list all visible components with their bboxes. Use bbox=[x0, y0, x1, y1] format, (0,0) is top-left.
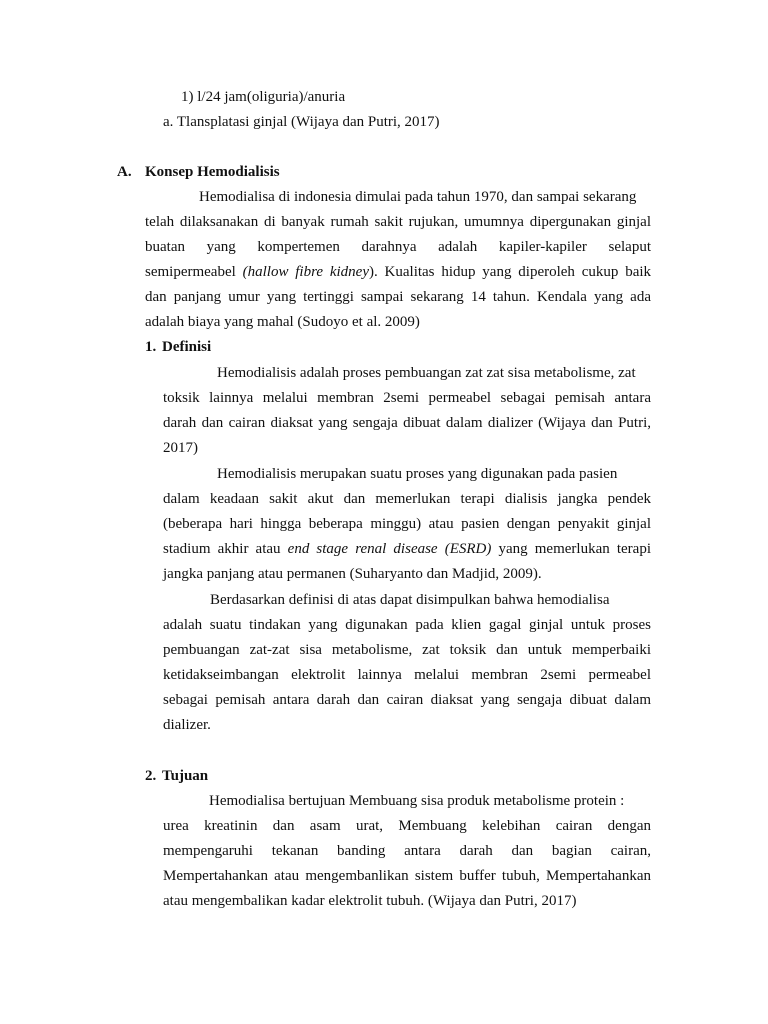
paragraph-line: stadium akhir atau end stage renal disease (ESRD) yang memerlukan terapi bbox=[163, 541, 651, 557]
subsection-title-definisi: Definisi bbox=[162, 339, 212, 355]
paragraph-line: mempengaruhi tekanan banding antara darah dan bagian cairan, bbox=[163, 843, 651, 859]
paragraph-line: Mempertahankan atau mengembanlikan sistem buffer tubuh, Mempertahankan bbox=[163, 868, 651, 884]
paragraph-line: darah dan cairan diaksat yang sengaja dibuat dalam dializer (Wijaya dan Putri, bbox=[163, 415, 651, 431]
paragraph-line: dalam keadaan sakit akut dan memerlukan terapi dialisis jangka pendek bbox=[163, 491, 651, 507]
list-item-transplantasi: a. Tlansplatasi ginjal (Wijaya dan Putri, 2017) bbox=[163, 114, 440, 130]
list-item-oliguria: 1) l/24 jam(oliguria)/anuria bbox=[181, 89, 346, 105]
paragraph-line: dializer. bbox=[163, 717, 211, 733]
paragraph-line: dan panjang umur yang tertinggi sampai sekarang 14 tahun. Kendala yang ada bbox=[145, 289, 651, 305]
paragraph-line: urea kreatinin dan asam urat, Membuang kelebihan cairan dengan bbox=[163, 818, 651, 834]
italic-term: end stage renal disease (ESRD) bbox=[287, 541, 492, 557]
subsection-marker: 2. bbox=[145, 768, 157, 784]
paragraph-line: pembuangan zat-zat sisa metabolisme, zat toksik dan untuk memperbaiki bbox=[163, 642, 651, 658]
paragraph-line: buatan yang kompertemen darahnya adalah kapiler-kapiler selaput bbox=[145, 239, 651, 255]
paragraph-line: 2017) bbox=[163, 440, 198, 456]
paragraph-line: Hemodialisis merupakan suatu proses yang digunakan pada pasien bbox=[217, 466, 618, 482]
paragraph-line: adalah biaya yang mahal (Sudoyo et al. 2009) bbox=[145, 314, 420, 330]
paragraph-line: ketidakseimbangan elektrolit lainnya melalui membran 2semi permeabel bbox=[163, 667, 651, 683]
paragraph-line: adalah suatu tindakan yang digunakan pada klien gagal ginjal untuk proses bbox=[163, 617, 651, 633]
italic-term: (hallow fibre kidney bbox=[242, 264, 369, 280]
paragraph-line: sebagai pemisah antara darah dan cairan diaksat yang sengaja dibuat dalam bbox=[163, 692, 651, 708]
paragraph-line: Hemodialisa bertujuan Membuang sisa produk metabolisme protein : bbox=[209, 793, 625, 809]
paragraph-line: telah dilaksanakan di banyak rumah sakit rujukan, umumnya dipergunakan ginjal bbox=[145, 214, 651, 230]
section-a-marker: A. bbox=[117, 164, 132, 180]
subsection-marker: 1. bbox=[145, 339, 157, 355]
paragraph-line: toksik lainnya melalui membran 2semi permeabel sebagai pemisah antara bbox=[163, 390, 651, 406]
subsection-title-tujuan: Tujuan bbox=[162, 768, 209, 784]
paragraph-line: atau mengembalikan kadar elektrolit tubuh. (Wijaya dan Putri, 2017) bbox=[163, 893, 577, 909]
section-a-title: Konsep Hemodialisis bbox=[145, 164, 280, 180]
paragraph-line: Berdasarkan definisi di atas dapat disimpulkan bahwa hemodialisa bbox=[210, 592, 610, 608]
paragraph-line: (beberapa hari hingga beberapa minggu) atau pasien dengan penyakit ginjal bbox=[163, 516, 651, 532]
paragraph-line: Hemodialisa di indonesia dimulai pada tahun 1970, dan sampai sekarang bbox=[199, 189, 637, 205]
paragraph-line: semipermeabel (hallow fibre kidney). Kualitas hidup yang diperoleh cukup baik bbox=[145, 264, 652, 280]
paragraph-line: jangka panjang atau permanen (Suharyanto dan Madjid, 2009). bbox=[163, 566, 542, 582]
paragraph-line: Hemodialisis adalah proses pembuangan zat zat sisa metabolisme, zat bbox=[217, 365, 636, 381]
